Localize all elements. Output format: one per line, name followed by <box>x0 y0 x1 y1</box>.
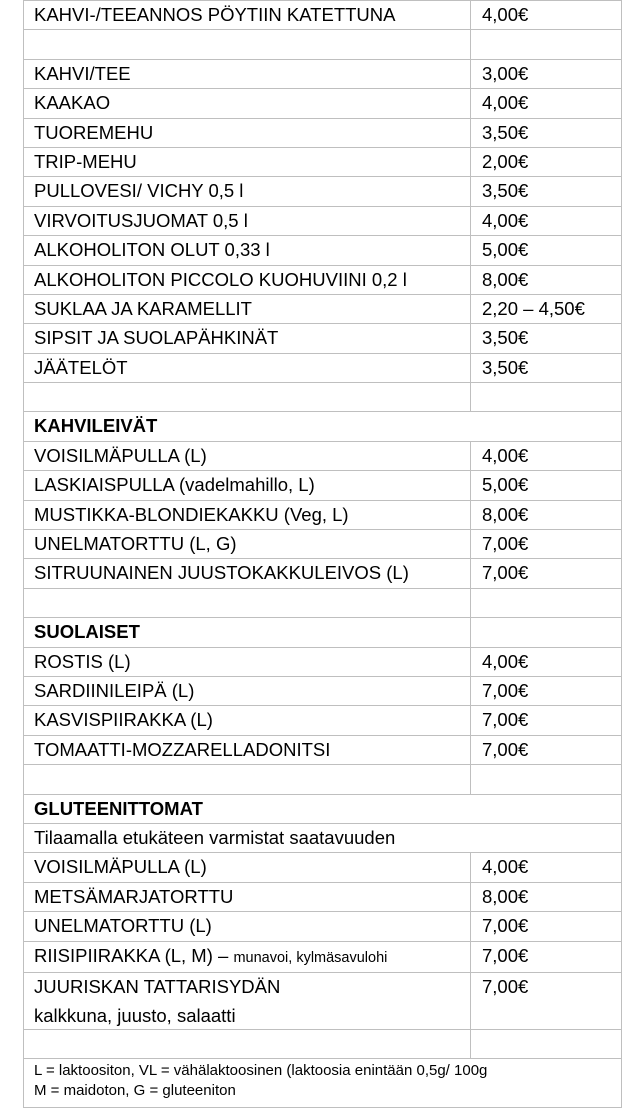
menu-item-row <box>24 559 622 588</box>
menu-item-row <box>24 1 622 30</box>
section-heading: GLUTEENITTOMAT <box>24 794 622 823</box>
menu-item-row <box>24 294 622 323</box>
item-name <box>24 853 471 882</box>
item-name-text: JÄÄTELÖT <box>34 356 128 378</box>
item-name <box>24 500 471 529</box>
item-name-text: VIRVOITUSJUOMAT 0,5 l <box>34 209 248 231</box>
menu-item-row <box>24 941 622 972</box>
item-price <box>471 618 622 647</box>
item-name-text: SUKLAA JA KARAMELLIT <box>34 297 252 319</box>
item-name <box>24 441 471 470</box>
menu-item-row <box>24 89 622 118</box>
note-row <box>24 823 622 852</box>
item-name <box>24 941 471 972</box>
item-name <box>24 1029 471 1058</box>
item-name <box>24 206 471 235</box>
item-price: 4,00€ <box>471 206 622 235</box>
menu-item-row <box>24 324 622 353</box>
menu-item-row <box>24 206 622 235</box>
legend-line: M = maidoton, G = gluteeniton <box>34 1081 236 1099</box>
item-name <box>24 530 471 559</box>
price-list-table <box>23 0 622 1108</box>
item-name <box>24 912 471 941</box>
item-name-text: MUSTIKKA-BLONDIEKAKKU (Veg, L) <box>34 503 349 525</box>
menu-item-row <box>24 853 622 882</box>
item-price: 7,00€ <box>471 676 622 705</box>
item-name <box>24 294 471 323</box>
menu-item-row <box>24 236 622 265</box>
item-name-text: METSÄMARJATORTTU <box>34 885 234 907</box>
item-price <box>471 30 622 59</box>
section-heading-row <box>24 412 622 441</box>
item-price: 4,00€ <box>471 853 622 882</box>
item-price: 4,00€ <box>471 1 622 30</box>
menu-item-row <box>24 500 622 529</box>
item-subtitle: kalkkuna, juusto, salaatti <box>34 1004 236 1026</box>
item-name <box>24 647 471 676</box>
item-name <box>24 972 471 1029</box>
menu-item-row <box>24 118 622 147</box>
section-heading-row <box>24 794 622 823</box>
legend-row <box>24 1058 622 1107</box>
menu-item-row <box>24 530 622 559</box>
item-name <box>24 30 471 59</box>
item-price: 3,50€ <box>471 118 622 147</box>
menu-item-row <box>24 676 622 705</box>
item-name-text: JUURISKAN TATTARISYDÄN <box>34 975 281 997</box>
item-name-text: KAHVI/TEE <box>34 62 131 84</box>
section-heading: KAHVILEIVÄT <box>24 412 622 441</box>
item-price: 7,00€ <box>471 941 622 972</box>
menu-item-row <box>24 265 622 294</box>
menu-item-row <box>24 647 622 676</box>
item-name-text: VOISILMÄPULLA (L) <box>34 444 207 466</box>
item-price <box>471 1029 622 1058</box>
item-name <box>24 383 471 412</box>
menu-item-row <box>24 147 622 176</box>
item-name-text: SUOLAISET <box>34 621 140 643</box>
item-name <box>24 471 471 500</box>
item-price <box>471 588 622 617</box>
menu-item-row <box>24 735 622 764</box>
spacer-row <box>24 383 622 412</box>
menu-item-row <box>24 353 622 382</box>
item-price: 2,20 – 4,50€ <box>471 294 622 323</box>
item-detail: munavoi, kylmäsavulohi <box>233 949 388 966</box>
item-price: 8,00€ <box>471 265 622 294</box>
item-name-text: ROSTIS (L) <box>34 650 131 672</box>
item-name-text: TOMAATTI-MOZZARELLADONITSI <box>34 738 331 760</box>
item-price: 5,00€ <box>471 236 622 265</box>
menu-item-row <box>24 912 622 941</box>
item-price: 4,00€ <box>471 441 622 470</box>
item-name-text: KAHVI-/TEEANNOS PÖYTIIN KATETTUNA <box>34 4 396 25</box>
item-name-text: ALKOHOLITON PICCOLO KUOHUVIINI 0,2 l <box>34 268 407 290</box>
item-price: 7,00€ <box>471 912 622 941</box>
item-price: 8,00€ <box>471 500 622 529</box>
item-name <box>24 89 471 118</box>
menu-item-row <box>24 471 622 500</box>
item-name <box>24 765 471 794</box>
item-name <box>24 265 471 294</box>
item-name <box>24 676 471 705</box>
item-name <box>24 236 471 265</box>
spacer-row <box>24 588 622 617</box>
item-name <box>24 882 471 911</box>
spacer-row <box>24 1029 622 1058</box>
item-name-text: UNELMATORTTU (L) <box>34 915 212 937</box>
item-price: 2,00€ <box>471 147 622 176</box>
item-name-text: SIPSIT JA SUOLAPÄHKINÄT <box>34 327 279 349</box>
item-name <box>24 177 471 206</box>
item-name <box>24 324 471 353</box>
item-name <box>24 118 471 147</box>
item-price: 7,00€ <box>471 706 622 735</box>
item-name-text: KAAKAO <box>34 92 111 114</box>
item-name-text: UNELMATORTTU (L, G) <box>34 533 237 555</box>
item-name-text: TUOREMEHU <box>34 121 154 143</box>
item-name <box>24 706 471 735</box>
item-name <box>24 147 471 176</box>
menu-item-row <box>24 706 622 735</box>
item-price <box>471 383 622 412</box>
menu-item-row <box>24 882 622 911</box>
item-name-text: SITRUUNAINEN JUUSTOKAKKULEIVOS (L) <box>34 562 409 584</box>
item-price: 7,00€ <box>471 735 622 764</box>
availability-note: Tilaamalla etukäteen varmistat saatavuuden <box>24 823 622 852</box>
item-name-text: VOISILMÄPULLA (L) <box>34 856 207 878</box>
legend-line: L = laktoositon, VL = vähälaktoosinen (laktoosia enintään 0,5g/ 100g <box>34 1061 488 1079</box>
item-name-text: RIISIPIIRAKKA (L, M) – <box>34 944 229 966</box>
item-name-text: LASKIAISPULLA (vadelmahillo, L) <box>34 474 315 496</box>
item-price: 8,00€ <box>471 882 622 911</box>
spacer-row <box>24 30 622 59</box>
item-price: 7,00€ <box>471 559 622 588</box>
item-price: 5,00€ <box>471 471 622 500</box>
item-name <box>24 559 471 588</box>
item-price: 7,00€ <box>471 530 622 559</box>
item-name-text: TRIP-MEHU <box>34 150 137 172</box>
item-price: 4,00€ <box>471 647 622 676</box>
item-name-text: ALKOHOLITON OLUT 0,33 l <box>34 239 270 261</box>
item-price: 3,00€ <box>471 59 622 88</box>
item-name-text: SARDIINILEIPÄ (L) <box>34 679 195 701</box>
spacer-row <box>24 765 622 794</box>
item-price: 3,50€ <box>471 353 622 382</box>
menu-item-row <box>24 972 622 1029</box>
menu-item-row <box>24 441 622 470</box>
item-price: 7,00€ <box>471 972 622 1029</box>
item-name-text: PULLOVESI/ VICHY 0,5 l <box>34 180 244 202</box>
menu-item-row <box>24 59 622 88</box>
item-name <box>24 1 471 30</box>
menu-item-row <box>24 177 622 206</box>
item-price <box>471 765 622 794</box>
item-price: 3,50€ <box>471 177 622 206</box>
item-name <box>24 588 471 617</box>
item-name <box>24 59 471 88</box>
section-heading <box>24 618 471 647</box>
diet-legend <box>24 1058 622 1107</box>
item-name-text: KASVISPIIRAKKA (L) <box>34 709 213 731</box>
item-price: 4,00€ <box>471 89 622 118</box>
section-heading-row <box>24 618 622 647</box>
item-price: 3,50€ <box>471 324 622 353</box>
item-name <box>24 735 471 764</box>
item-name <box>24 353 471 382</box>
